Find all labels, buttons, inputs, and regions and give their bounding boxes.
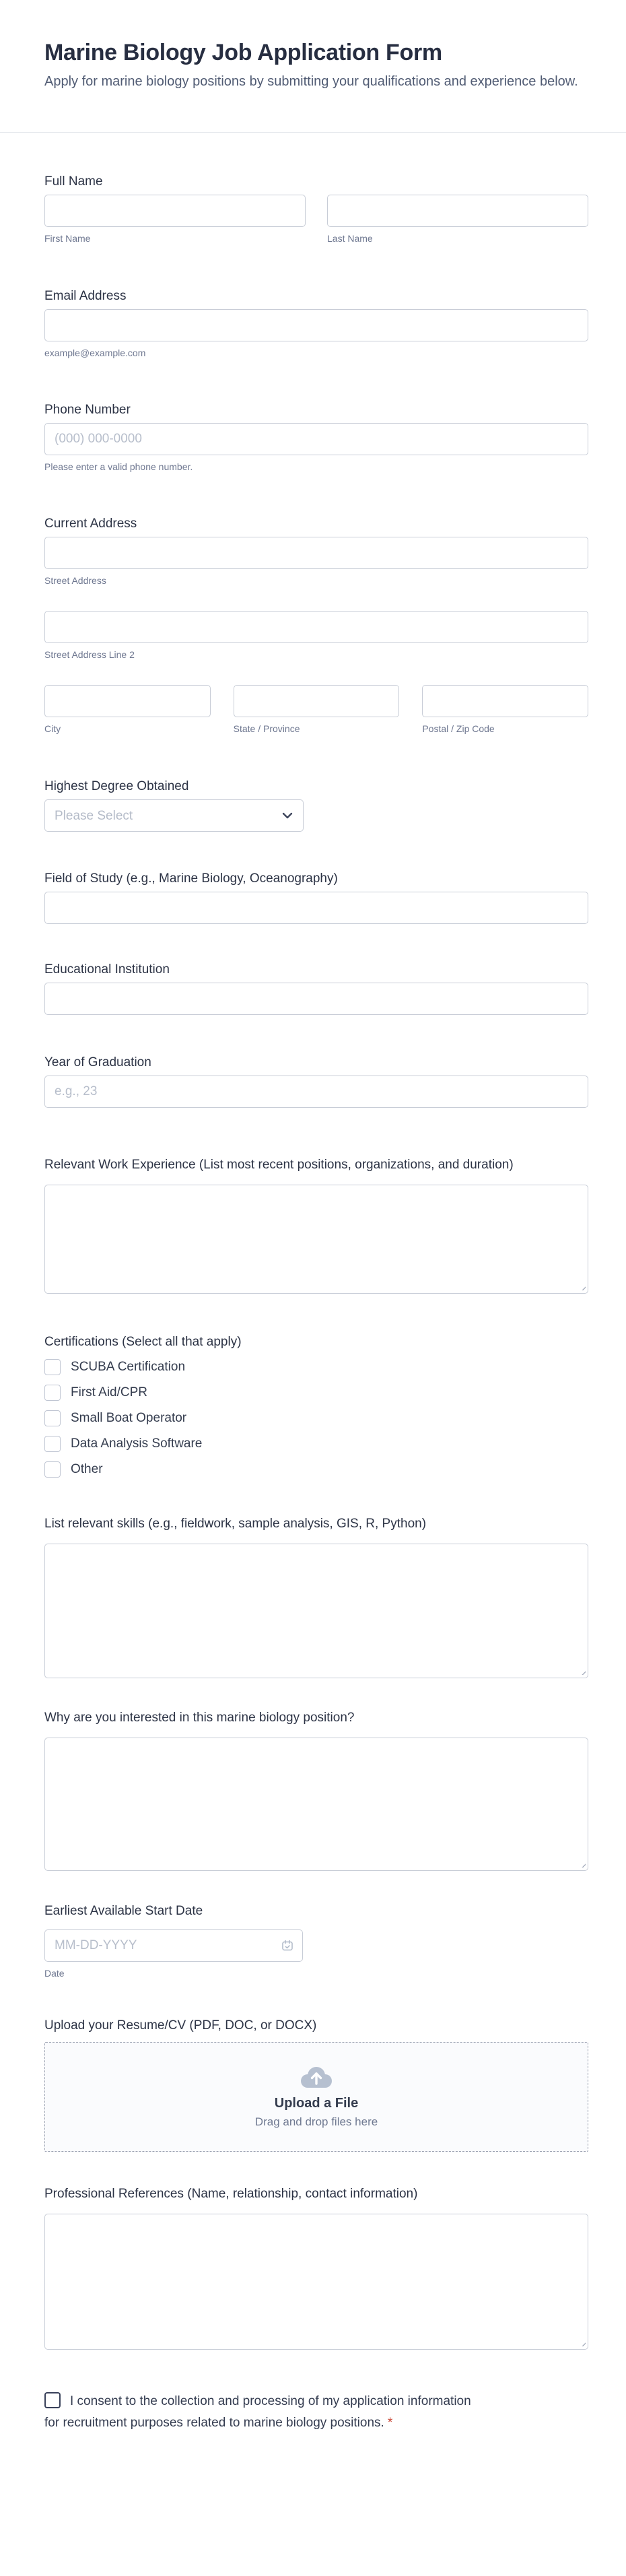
upload-a-file-text: Upload a File (274, 2096, 359, 2111)
skills-label: List relevant skills (e.g., fieldwork, sample analysis, GIS, R, Python) (44, 1517, 427, 1531)
option-label: First Aid/CPR (71, 1385, 148, 1399)
state-sublabel: State / Province (233, 723, 300, 734)
degree-select[interactable] (44, 799, 304, 832)
field-motivation (44, 1709, 588, 1871)
references-textarea[interactable] (44, 2214, 588, 2350)
consent-text-line-1: I consent to the collection and processing of my application information (70, 2394, 471, 2408)
email-input[interactable] (44, 309, 588, 341)
field-institution (44, 961, 588, 1015)
option-label: Data Analysis Software (71, 1436, 203, 1451)
option-label: Small Boat Operator (71, 1411, 187, 1425)
graduation-year-label: Year of Graduation (44, 1055, 151, 1069)
first-name-sublabel: First Name (44, 233, 91, 244)
first-name-group (44, 195, 306, 244)
option-label: Other (71, 1462, 103, 1476)
last-name-sublabel: Last Name (327, 233, 373, 244)
field-graduation-year (44, 1054, 588, 1108)
motivation-label: Why are you interested in this marine biology position? (44, 1711, 355, 1725)
field-work-experience (44, 1156, 588, 1294)
consent-checkbox[interactable] (44, 2392, 61, 2408)
state-group (234, 685, 400, 735)
checkbox-option-first-aid[interactable] (44, 1385, 588, 1401)
postal-group (422, 685, 588, 735)
street-address-input[interactable] (44, 537, 588, 569)
degree-label: Highest Degree Obtained (44, 779, 189, 793)
checkbox-option-boat[interactable] (44, 1410, 588, 1426)
field-resume-upload (44, 2017, 588, 2152)
motivation-textarea[interactable] (44, 1738, 588, 1871)
references-label: Professional References (Name, relationship, contact information) (44, 2187, 418, 2201)
field-start-date (44, 1903, 588, 1979)
last-name-group (327, 195, 588, 244)
field-consent (44, 2391, 588, 2434)
street-address-2-input[interactable] (44, 611, 588, 643)
form-body (0, 133, 626, 2434)
graduation-year-input[interactable] (44, 1076, 588, 1108)
full-name-label: Full Name (44, 174, 103, 189)
upload-cloud-icon (298, 2065, 335, 2089)
file-dropzone[interactable] (44, 2042, 588, 2152)
phone-sublabel: Please enter a valid phone number. (44, 461, 193, 472)
state-input[interactable] (234, 685, 400, 717)
field-phone (44, 401, 588, 473)
field-of-study-input[interactable] (44, 892, 588, 924)
checkbox[interactable] (44, 1359, 61, 1375)
checkbox[interactable] (44, 1385, 61, 1401)
date-sublabel: Date (44, 1968, 65, 1979)
start-date-label: Earliest Available Start Date (44, 1904, 203, 1918)
street-address-2-sublabel: Street Address Line 2 (44, 649, 135, 660)
field-email (44, 288, 588, 359)
institution-input[interactable] (44, 983, 588, 1015)
resume-upload-label: Upload your Resume/CV (PDF, DOC, or DOCX) (44, 2018, 317, 2033)
page-title: Marine Biology Job Application Form (44, 40, 442, 65)
checkbox-option-scuba[interactable] (44, 1359, 588, 1375)
field-field-of-study (44, 870, 588, 924)
field-address (44, 515, 588, 735)
postal-input[interactable] (422, 685, 588, 717)
checkbox[interactable] (44, 1410, 61, 1426)
first-name-input[interactable] (44, 195, 306, 227)
field-references (44, 2185, 588, 2350)
field-skills (44, 1515, 588, 1678)
phone-label: Phone Number (44, 403, 131, 417)
city-input[interactable] (44, 685, 211, 717)
checkbox-option-other[interactable] (44, 1461, 588, 1478)
field-degree (44, 778, 588, 832)
certifications-label: Certifications (Select all that apply) (44, 1335, 242, 1349)
skills-textarea[interactable] (44, 1544, 588, 1678)
field-full-name (44, 173, 588, 244)
postal-sublabel: Postal / Zip Code (422, 723, 495, 734)
institution-label: Educational Institution (44, 962, 170, 977)
form-header (0, 0, 626, 132)
consent-text-line-2: for recruitment purposes related to marine biology positions. * (44, 2416, 393, 2430)
work-experience-label: Relevant Work Experience (List most recent positions, organizations, and duration) (44, 1158, 514, 1172)
address-label: Current Address (44, 517, 137, 531)
field-of-study-label: Field of Study (e.g., Marine Biology, Oceanography) (44, 871, 338, 886)
start-date-input[interactable] (44, 1929, 303, 1962)
field-certifications (44, 1333, 588, 1478)
city-sublabel: City (44, 723, 61, 734)
required-asterisk: * (387, 2416, 393, 2430)
checkbox[interactable] (44, 1461, 61, 1478)
last-name-input[interactable] (327, 195, 588, 227)
option-label: SCUBA Certification (71, 1360, 186, 1374)
email-sublabel: example@example.com (44, 348, 146, 358)
city-group (44, 685, 211, 735)
checkbox[interactable] (44, 1436, 61, 1452)
drag-drop-hint: Drag and drop files here (254, 2115, 378, 2128)
street-address-sublabel: Street Address (44, 575, 106, 586)
phone-input[interactable] (44, 423, 588, 455)
work-experience-textarea[interactable] (44, 1185, 588, 1294)
checkbox-option-data-analysis[interactable] (44, 1436, 588, 1452)
form-subtitle: Apply for marine biology positions by submitting your qualifications and experience below. (44, 74, 578, 89)
email-label: Email Address (44, 289, 127, 303)
